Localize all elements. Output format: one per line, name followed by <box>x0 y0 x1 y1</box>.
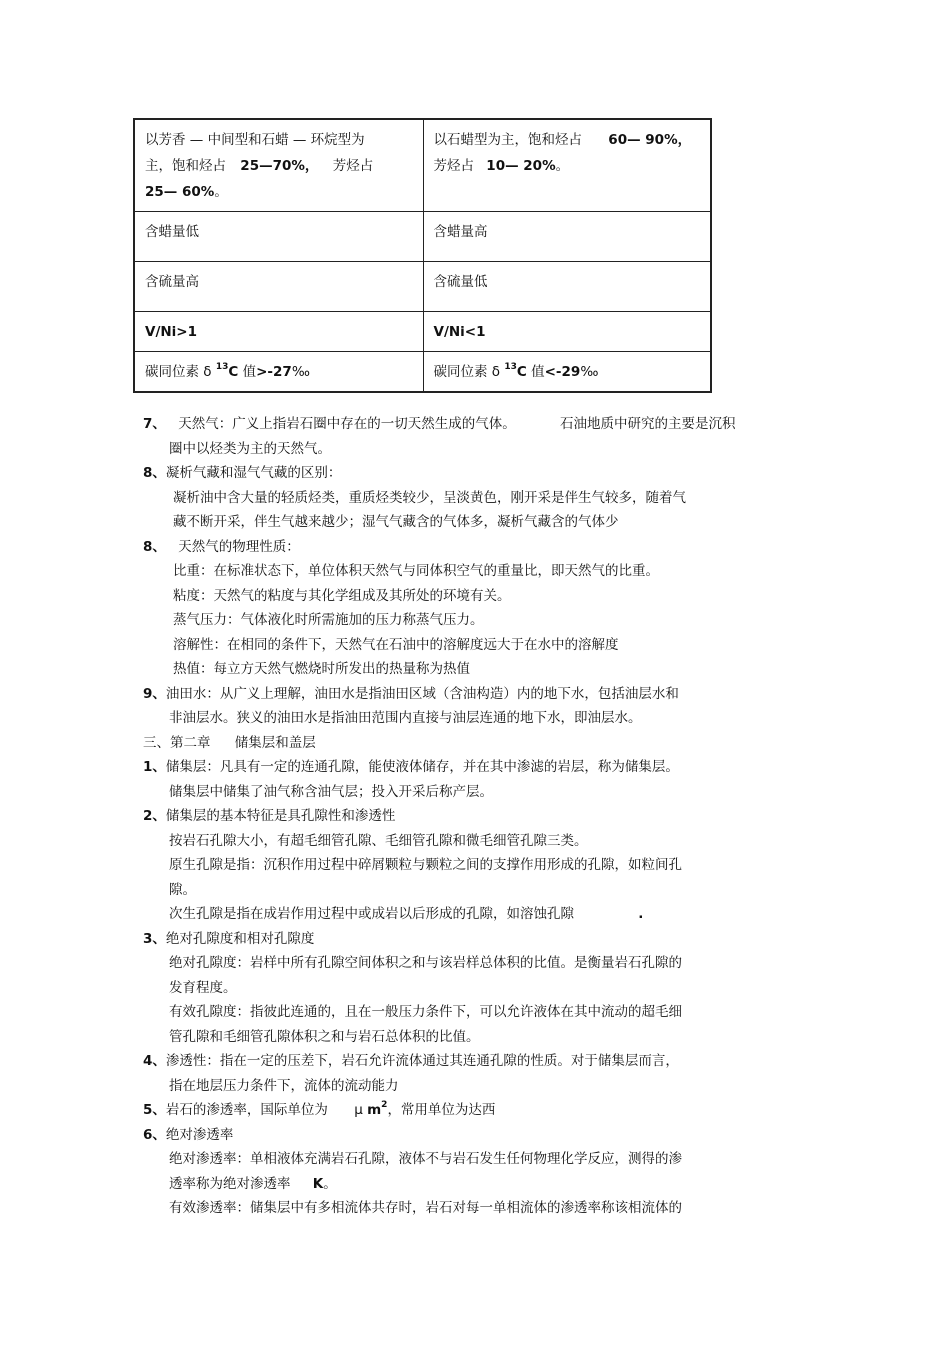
table-cell <box>423 119 711 212</box>
trailing-dot: . <box>638 906 644 922</box>
cell-text: 主，饱和烃占 <box>145 158 226 174</box>
table-row <box>134 119 711 212</box>
paragraph-line: 绝对孔隙度：岩样中所有孔隙空间体积之和与该岩样总体积的比值。是衡量岩石孔隙的 <box>169 955 682 971</box>
unit-symbol: m <box>367 1102 382 1118</box>
paragraph-line: 隙。 <box>169 881 196 898</box>
cell-value: 25—70%， <box>240 158 319 174</box>
paragraph-text: 透率称为绝对渗透率 <box>169 1175 291 1192</box>
table-cell: 含蜡量低 <box>134 212 423 262</box>
section-heading: 绝对渗透率 <box>165 1126 234 1143</box>
cell-value: <-29 <box>544 364 581 380</box>
chapter-title: 储集层和盖层 <box>234 734 316 751</box>
paragraph-line: 藏不断开采，伴生气越来越少；湿气气藏含的气体多，凝析气藏含的气体少 <box>173 514 619 530</box>
cell-text: 芳烃占 <box>332 158 374 174</box>
table-row <box>134 262 711 312</box>
cell-text: C <box>516 364 527 380</box>
cell-text: C <box>228 364 239 380</box>
list-item <box>143 1049 793 1074</box>
list-item <box>143 927 793 952</box>
paragraph-line: 有效渗透率：储集层中有多相流体共存时，岩石对每一单相流体的渗透率称该相流体的 <box>169 1200 682 1216</box>
paragraph-line: 按岩石孔隙大小，有超毛细管孔隙、毛细管孔隙和微毛细管孔隙三类。 <box>169 832 588 849</box>
chapter-number: 三、第二章 <box>143 734 211 751</box>
list-item <box>143 412 793 437</box>
cell-value: 60— 90%， <box>608 132 692 148</box>
superscript: 13 <box>215 362 229 372</box>
list-item <box>143 535 793 560</box>
unit: ‰ <box>580 364 599 380</box>
paragraph-text: 。 <box>323 1175 337 1192</box>
paragraph-line: 溶解性：在相同的条件下，天然气在石油中的溶解度远大于在水中的溶解度 <box>173 636 619 653</box>
paragraph-text: 岩石的渗透率，国际单位为 <box>165 1102 328 1118</box>
item-number: 3、 <box>143 930 166 947</box>
paragraph-text: 储集层：凡具有一定的连通孔隙，能使液体储存，并在其中渗滤的岩层，称为储集层。 <box>165 759 679 775</box>
item-number: 7、 <box>143 416 166 432</box>
list-item <box>143 804 793 829</box>
paragraph-line: 原生孔隙是指：沉积作用过程中碎屑颗粒与颗粒之间的支撑作用形成的孔隙，如粒间孔 <box>169 857 682 873</box>
list-item <box>143 1098 793 1123</box>
paragraph-line: 热值：每立方天然气燃烧时所发出的热量称为热值 <box>173 661 470 677</box>
paragraph-line: 比重：在标准状态下，单位体积天然气与同体积空气的重量比，即天然气的比重。 <box>173 563 659 579</box>
paragraph-text: 石油地质中研究的主要是沉积 <box>560 416 736 432</box>
item-number: 8、 <box>143 538 166 555</box>
table-row <box>134 212 711 262</box>
list-item <box>143 682 793 707</box>
paragraph-line: 非油层水。狭义的油田水是指油田范围内直接与油层连通的地下水，即油层水。 <box>169 710 642 726</box>
section-heading: 绝对孔隙度和相对孔隙度 <box>165 930 315 947</box>
superscript: 2 <box>381 1100 388 1110</box>
paragraph-line: 粘度：天然气的粘度与其化学组成及其所处的环境有关。 <box>173 587 511 604</box>
cell-value: 25— 60% <box>145 184 215 200</box>
paragraph-text: ，常用单位为达西 <box>387 1102 496 1118</box>
symbol-k: K <box>312 1175 324 1192</box>
comparison-table <box>133 118 712 393</box>
item-number: 2、 <box>143 808 166 824</box>
paragraph-text: 渗透性：指在一定的压差下，岩石允许流体通过其连通孔隙的性质。对于储集层而言， <box>165 1053 679 1069</box>
paragraph-line: 蒸气压力：气体液化时所需施加的压力称蒸气压力。 <box>173 612 484 628</box>
table-cell <box>134 352 423 393</box>
paragraph-text: 次生孔隙是指在成岩作用过程中或成岩以后形成的孔隙，如溶蚀孔隙 <box>169 906 574 922</box>
cell-text: 芳烃占 <box>433 158 474 174</box>
paragraph-line: 凝析油中含大量的轻质烃类，重质烃类较少，呈淡黄色，刚开采是伴生气较多，随着气 <box>173 489 686 506</box>
list-item <box>143 1123 793 1148</box>
cell-text: 。 <box>214 184 228 200</box>
paragraph-line <box>143 1172 793 1197</box>
cell-value: >-27 <box>256 364 292 380</box>
section-heading: 天然气的物理性质： <box>178 538 300 555</box>
cell-text: 值 <box>242 364 257 380</box>
cell-text: 碳同位素 δ <box>433 364 501 380</box>
table-cell <box>134 119 423 212</box>
cell-text: 以芳香 — 中间型和石蜡 — 环烷型为 <box>145 132 365 148</box>
list-item <box>143 755 793 780</box>
table-cell: 含硫量高 <box>134 262 423 312</box>
cell-text: 以石蜡型为主，饱和烃占 <box>433 132 582 148</box>
item-number: 4、 <box>143 1053 166 1069</box>
paragraph-line: 有效孔隙度：指彼此连通的，且在一般压力条件下，可以允许液体在其中流动的超毛细 <box>169 1004 682 1020</box>
item-number: 8、 <box>143 465 166 481</box>
table-cell: 含蜡量高 <box>423 212 711 262</box>
paragraph-line: 指在地层压力条件下，流体的流动能力 <box>169 1077 399 1094</box>
superscript: 13 <box>504 362 517 372</box>
section-heading: 凝析气藏和湿气气藏的区别： <box>165 465 342 481</box>
cell-text: 值 <box>531 364 545 380</box>
document-body <box>143 412 793 1221</box>
paragraph-line: 发育程度。 <box>169 979 237 996</box>
paragraph-line: 绝对渗透率：单相液体充满岩石孔隙，液体不与岩石发生任何物理化学反应，测得的渗 <box>169 1151 682 1167</box>
item-number: 9、 <box>143 685 166 702</box>
table-row <box>134 352 711 393</box>
table-cell <box>423 352 711 393</box>
list-item <box>143 461 793 486</box>
paragraph-text: 油田水：从广义上理解，油田水是指油田区域（含油构造）内的地下水，包括油层水和 <box>165 685 679 702</box>
item-number: 1、 <box>143 759 166 775</box>
cell-value: 10— 20% <box>486 158 556 174</box>
paragraph-line: 储集层中储集了油气称含油气层；投入开采后称产层。 <box>169 783 493 800</box>
paragraph-line: 管孔隙和毛细管孔隙体积之和与岩石总体积的比值。 <box>169 1028 480 1045</box>
item-number: 5、 <box>143 1102 166 1118</box>
paragraph-text: 天然气：广义上指岩石圈中存在的一切天然生成的气体。 <box>178 416 516 432</box>
cell-text: 碳同位素 δ <box>145 364 212 380</box>
table-cell: V/Ni>1 <box>134 312 423 352</box>
paragraph-line: 圈中以烃类为主的天然气。 <box>169 440 331 457</box>
table-row <box>134 312 711 352</box>
chapter-heading <box>143 731 793 756</box>
section-heading: 储集层的基本特征是具孔隙性和渗透性 <box>165 808 396 824</box>
table-cell: 含硫量低 <box>423 262 711 312</box>
unit: ‰ <box>291 364 310 380</box>
unit-symbol: μ <box>354 1102 363 1118</box>
item-number: 6、 <box>143 1126 166 1143</box>
cell-text: 。 <box>555 158 570 174</box>
paragraph-line <box>143 902 793 927</box>
table-cell: V/Ni<1 <box>423 312 711 352</box>
